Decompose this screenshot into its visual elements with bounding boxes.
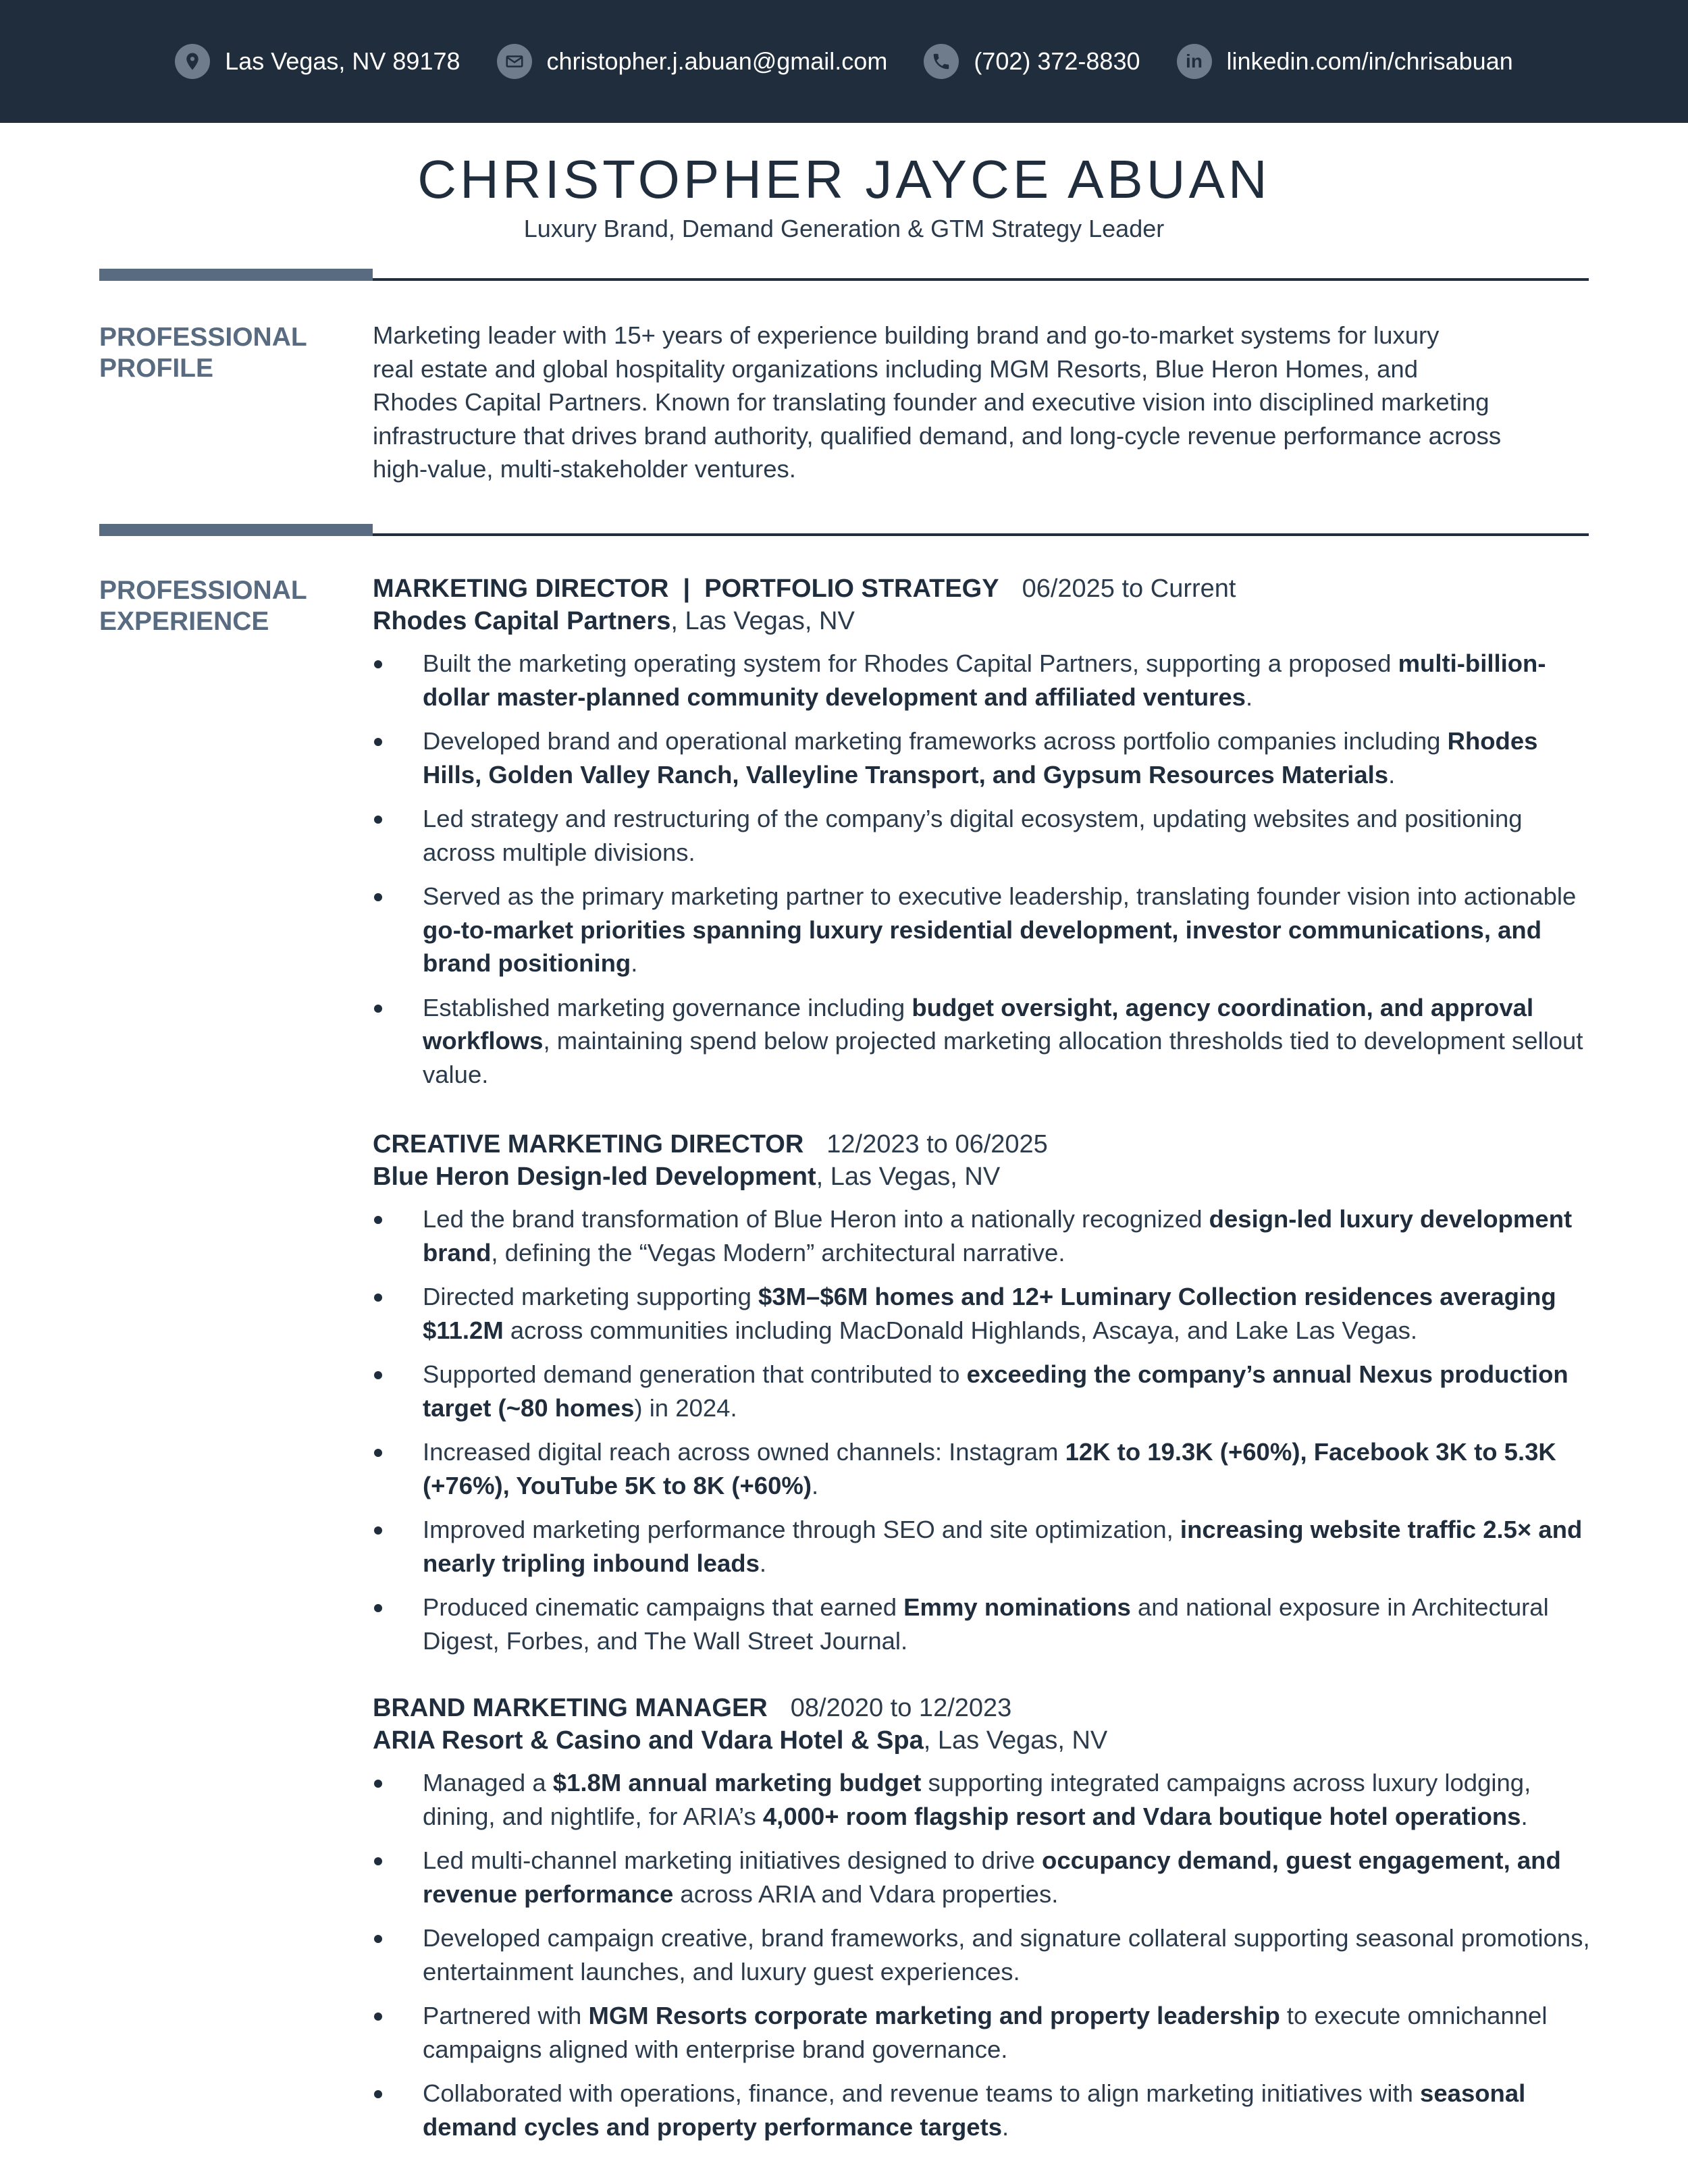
bullet-highlight: $3M–$6M homes and 12+ Luminary Collection residences averaging $11.2M xyxy=(423,1283,1556,1344)
company-name: ARIA Resort & Casino and Vdara Hotel & Spa xyxy=(373,1726,924,1755)
bullet-text: Developed brand and operational marketing frameworks across portfolio companies including xyxy=(423,727,1448,755)
bullet-text: Improved marketing performance through SEO and site optimization, xyxy=(423,1516,1180,1543)
bullet-text: Led multi-channel marketing initiatives designed to drive xyxy=(423,1846,1043,1874)
bullet-text: , defining the “Vegas Modern” architectural narrative. xyxy=(491,1238,1065,1267)
bullet-item xyxy=(373,1844,1595,1911)
job-header xyxy=(373,1692,1595,1724)
company-location: , Las Vegas, NV xyxy=(923,1726,1108,1755)
bullet-text: . xyxy=(1388,760,1396,789)
divider-line xyxy=(373,278,1589,281)
bullet-text: supporting integrated campaigns across luxury lodging, dining, and nightlife, for ARIA’s xyxy=(423,1769,1531,1830)
job-header xyxy=(373,572,1595,605)
bullet-item xyxy=(373,802,1595,869)
company-location: , Las Vegas, NV xyxy=(816,1163,1001,1191)
bullet-text: Produced cinematic campaigns that earned xyxy=(423,1593,904,1621)
bullet-item xyxy=(373,991,1595,1092)
contact-phone[interactable] xyxy=(924,44,1140,79)
company-name: Rhodes Capital Partners xyxy=(373,607,671,635)
bullet-highlight: increasing website traffic 2.5× and nearly tripling inbound leads xyxy=(423,1516,1583,1577)
bullet-text: and national exposure in Architectural Digest, Forbes, and The Wall Street Journal. xyxy=(423,1593,1549,1655)
linkedin-icon xyxy=(1177,44,1212,79)
envelope-icon xyxy=(497,44,532,79)
profile-line: Rhodes Capital Partners. Known for translating founder and executive vision into disciplined marketing xyxy=(373,388,1489,416)
job-dates: 06/2025 to Current xyxy=(1022,575,1236,603)
bullet-text: Built the marketing operating system for Rhodes Capital Partners, supporting a proposed xyxy=(423,649,1398,677)
bullet-item xyxy=(373,1591,1595,1657)
bullet-item xyxy=(373,1999,1595,2066)
bullet-item xyxy=(373,1766,1595,1833)
bullet-text: Directed marketing supporting xyxy=(423,1283,759,1310)
profile-line: Marketing leader with 15+ years of experience building brand and go-to-market systems for luxury xyxy=(373,321,1440,349)
profile-line: infrastructure that drives brand authority, qualified demand, and long-cycle revenue performance across xyxy=(373,421,1502,450)
job-bullets xyxy=(373,1766,1595,2143)
bullet-highlight: design-led luxury development brand xyxy=(423,1205,1573,1267)
candidate-tagline: Luxury Brand, Demand Generation & GTM Strategy Leader xyxy=(523,215,1165,242)
bullet-text: . xyxy=(1521,1802,1528,1830)
profile-line: high-value, multi-stakeholder ventures. xyxy=(373,455,796,483)
bullet-text: across ARIA and Vdara properties. xyxy=(673,1880,1059,1908)
bullet-text: Developed campaign creative, brand frameworks, and signature collateral supporting seasonal promotions, entertainment launches, and luxury guest experiences. xyxy=(423,1924,1590,1986)
section-title-experience xyxy=(99,575,356,637)
bullet-highlight: 4,000+ room flagship resort and Vdara boutique hotel operations xyxy=(762,1802,1521,1830)
profile-summary xyxy=(373,319,1548,486)
bullet-text: Led strategy and restructuring of the company’s digital ecosystem, updating websites and positioning across multiple divisions. xyxy=(423,805,1523,866)
bullet-item xyxy=(373,724,1595,791)
email-link[interactable]: christopher.j.abuan@gmail.com xyxy=(546,47,888,75)
job-company xyxy=(373,1724,1595,1757)
bullet-highlight: $1.8M annual marketing budget xyxy=(552,1769,922,1796)
bullet-highlight: Emmy nominations xyxy=(903,1593,1131,1621)
bullet-text: Established marketing governance including xyxy=(423,993,912,1021)
bullet-highlight: multi-billion-dollar master-planned community development and affiliated ventures xyxy=(423,649,1546,711)
section-title-line: EXPERIENCE xyxy=(99,607,269,636)
job-dates: 12/2023 to 06/2025 xyxy=(826,1130,1048,1158)
section-divider xyxy=(99,269,1589,282)
bullet-highlight: occupancy demand, guest engagement, and revenue performance xyxy=(423,1846,1561,1908)
bullet-highlight: Rhodes Hills, Golden Valley Ranch, Valleyline Transport, and Gypsum Resources Materials xyxy=(423,727,1538,789)
job-bullets xyxy=(373,1202,1595,1657)
profile-line: real estate and global hospitality organizations including MGM Resorts, Blue Heron Homes, and xyxy=(373,354,1419,383)
linkedin-link[interactable]: linkedin.com/in/chrisabuan xyxy=(1226,47,1513,75)
bullet-item xyxy=(373,1921,1595,1988)
job-company xyxy=(373,1161,1595,1193)
bullet-text: Managed a xyxy=(423,1769,553,1796)
bullet-text: Collaborated with operations, finance, and revenue teams to align marketing initiatives with xyxy=(423,2079,1421,2107)
phone-icon xyxy=(924,44,959,79)
bullet-text: . xyxy=(812,1471,819,1499)
bullet-item xyxy=(373,880,1595,980)
bullet-text: . xyxy=(631,949,638,977)
section-title-line: PROFILE xyxy=(99,354,214,383)
bullet-text: , maintaining spend below projected marketing allocation thresholds tied to development sellout value. xyxy=(423,1027,1583,1088)
location-pin-icon xyxy=(175,44,210,79)
job-entry xyxy=(373,1692,1595,2154)
contact-email[interactable] xyxy=(497,44,888,79)
bullet-highlight: exceeding the company’s annual Nexus production target (~80 homes xyxy=(423,1360,1568,1422)
contact-linkedin[interactable] xyxy=(1177,44,1513,79)
job-bullets xyxy=(373,647,1595,1091)
location-text: Las Vegas, NV 89178 xyxy=(225,47,460,75)
bullet-text: . xyxy=(1002,2112,1009,2141)
job-entry xyxy=(373,1128,1595,1668)
job-header xyxy=(373,1128,1595,1161)
job-title: BRAND MARKETING MANAGER xyxy=(373,1694,768,1722)
phone-text[interactable]: (702) 372-8830 xyxy=(974,47,1140,75)
contact-bar xyxy=(0,0,1688,123)
bullet-text: . xyxy=(759,1549,767,1577)
section-title-line: PROFESSIONAL xyxy=(99,576,307,605)
bullet-highlight: 12K to 19.3K (+60%), Facebook 3K to 5.3K (+76%), YouTube 5K to 8K (+60%) xyxy=(423,1438,1556,1499)
bullet-text: to execute omnichannel campaigns aligned with enterprise brand governance. xyxy=(423,2002,1548,2063)
bullet-text: Led the brand transformation of Blue Heron into a nationally recognized xyxy=(423,1205,1209,1233)
bullet-highlight: seasonal demand cycles and property performance targets xyxy=(423,2079,1526,2141)
company-location: , Las Vegas, NV xyxy=(670,607,855,635)
bullet-item xyxy=(373,2077,1595,2143)
bullet-text: across communities including MacDonald Highlands, Ascaya, and Lake Las Vegas. xyxy=(503,1316,1418,1344)
bullet-text: ) in 2024. xyxy=(634,1393,737,1422)
section-divider xyxy=(99,524,1589,537)
bullet-item xyxy=(373,1513,1595,1580)
linkedin-icon-glyph: in xyxy=(1186,51,1203,72)
bullet-item xyxy=(373,1358,1595,1424)
bullet-highlight: budget oversight, agency coordination, and approval workflows xyxy=(423,993,1534,1055)
job-title: MARKETING DIRECTOR | PORTFOLIO STRATEGY xyxy=(373,575,999,603)
job-entry xyxy=(373,572,1595,1102)
company-name: Blue Heron Design-led Development xyxy=(373,1163,816,1191)
bullet-text: Partnered with xyxy=(423,2002,589,2029)
job-dates: 08/2020 to 12/2023 xyxy=(790,1694,1012,1722)
bullet-text: Supported demand generation that contributed to xyxy=(423,1360,967,1388)
bullet-text: Increased digital reach across owned channels: Instagram xyxy=(423,1438,1065,1466)
section-title-profile xyxy=(99,322,356,384)
divider-accent xyxy=(99,269,373,281)
bullet-item xyxy=(373,1202,1595,1269)
bullet-item xyxy=(373,1435,1595,1502)
bullet-highlight: go-to-market priorities spanning luxury residential development, investor communications, and brand positioning xyxy=(423,915,1542,977)
bullet-text: . xyxy=(1245,683,1253,711)
job-title: CREATIVE MARKETING DIRECTOR xyxy=(373,1130,804,1158)
bullet-item xyxy=(373,1280,1595,1347)
contact-location xyxy=(175,44,460,79)
bullet-item xyxy=(373,647,1595,714)
job-company xyxy=(373,605,1595,637)
candidate-name: CHRISTOPHER JAYCE ABUAN xyxy=(417,149,1271,209)
divider-accent xyxy=(99,524,373,536)
bullet-highlight: MGM Resorts corporate marketing and property leadership xyxy=(588,2002,1280,2029)
divider-line xyxy=(373,533,1589,536)
bullet-text: Served as the primary marketing partner to executive leadership, translating founder vision into actionable xyxy=(423,882,1577,910)
section-title-line: PROFESSIONAL xyxy=(99,323,307,352)
